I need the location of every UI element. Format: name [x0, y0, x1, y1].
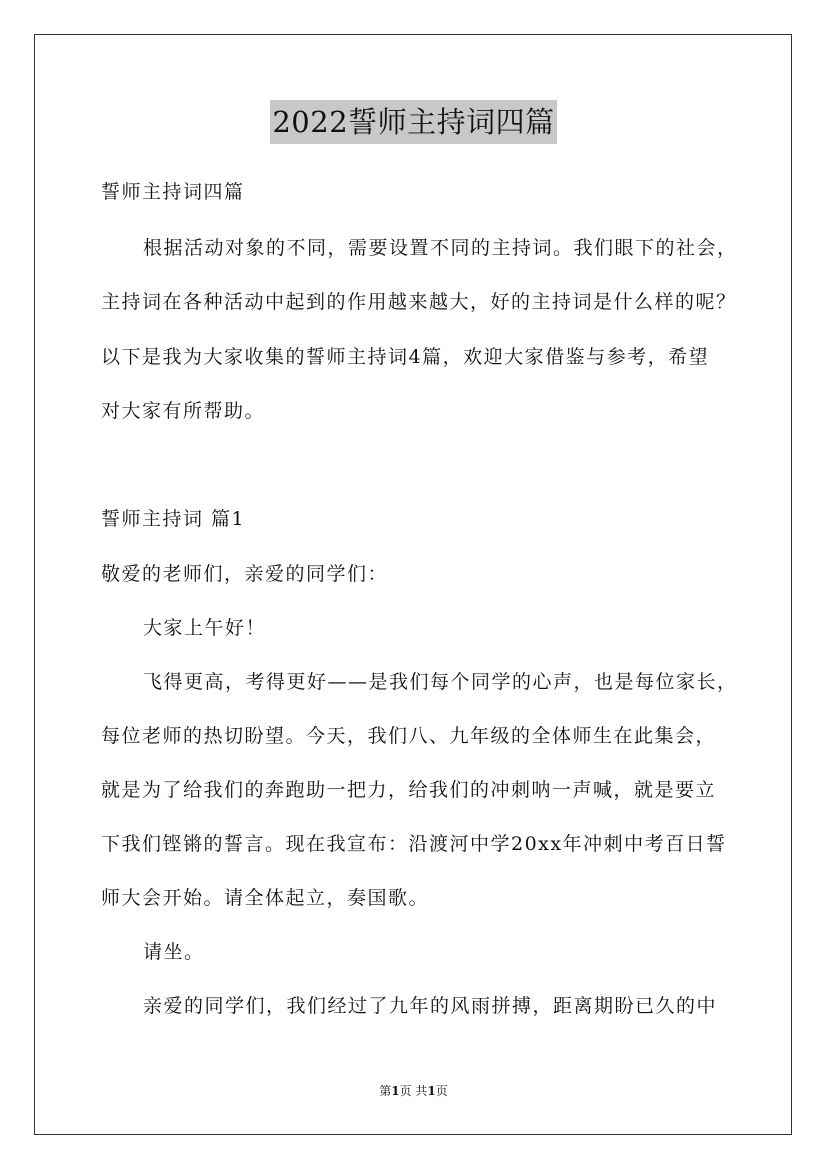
intro-line: 以下是我为大家收集的誓师主持词4篇，欢迎大家借鉴与参考，希望 — [101, 346, 710, 368]
page-number: 1 — [391, 1084, 400, 1098]
footer-prefix: 第 — [379, 1084, 392, 1098]
document-title: 2022誓师主持词四篇 — [270, 100, 556, 144]
intro-line: 对大家有所帮助。 — [101, 400, 266, 422]
intro-line: 根据活动对象的不同，需要设置不同的主持词。我们眼下的社会， — [143, 237, 738, 259]
footer-suffix: 页 — [435, 1084, 448, 1098]
intro-line: 主持词在各种活动中起到的作用越来越大，好的主持词是什么样的呢？ — [101, 291, 737, 313]
paragraph-line: 飞得更高，考得更好——是我们每个同学的心声，也是每位家长， — [143, 671, 738, 693]
sit-instruction: 请坐。 — [143, 941, 205, 963]
title-container — [0, 100, 827, 144]
paragraph-line: 每位老师的热切盼望。今天，我们八、九年级的全体师生在此集会， — [101, 725, 717, 747]
paragraph-line: 就是为了给我们的奔跑助一把力，给我们的冲刺呐一声喊，就是要立 — [101, 779, 717, 801]
subtitle: 誓师主持词四篇 — [101, 181, 245, 203]
salutation: 敬爱的老师们，亲爱的同学们： — [101, 563, 389, 585]
paragraph-line: 亲爱的同学们，我们经过了九年的风雨拼搏，距离期盼已久的中 — [143, 995, 718, 1017]
paragraph-line: 下我们铿锵的誓言。现在我宣布：沿渡河中学20xx年冲刺中考百日誓 — [101, 833, 727, 855]
page-footer — [0, 1083, 827, 1099]
section-heading: 誓师主持词 篇1 — [101, 508, 246, 530]
page-total: 1 — [427, 1084, 436, 1098]
footer-mid: 页 共 — [399, 1084, 428, 1098]
greeting: 大家上午好！ — [143, 617, 267, 639]
paragraph-line: 师大会开始。请全体起立，奏国歌。 — [101, 887, 430, 909]
